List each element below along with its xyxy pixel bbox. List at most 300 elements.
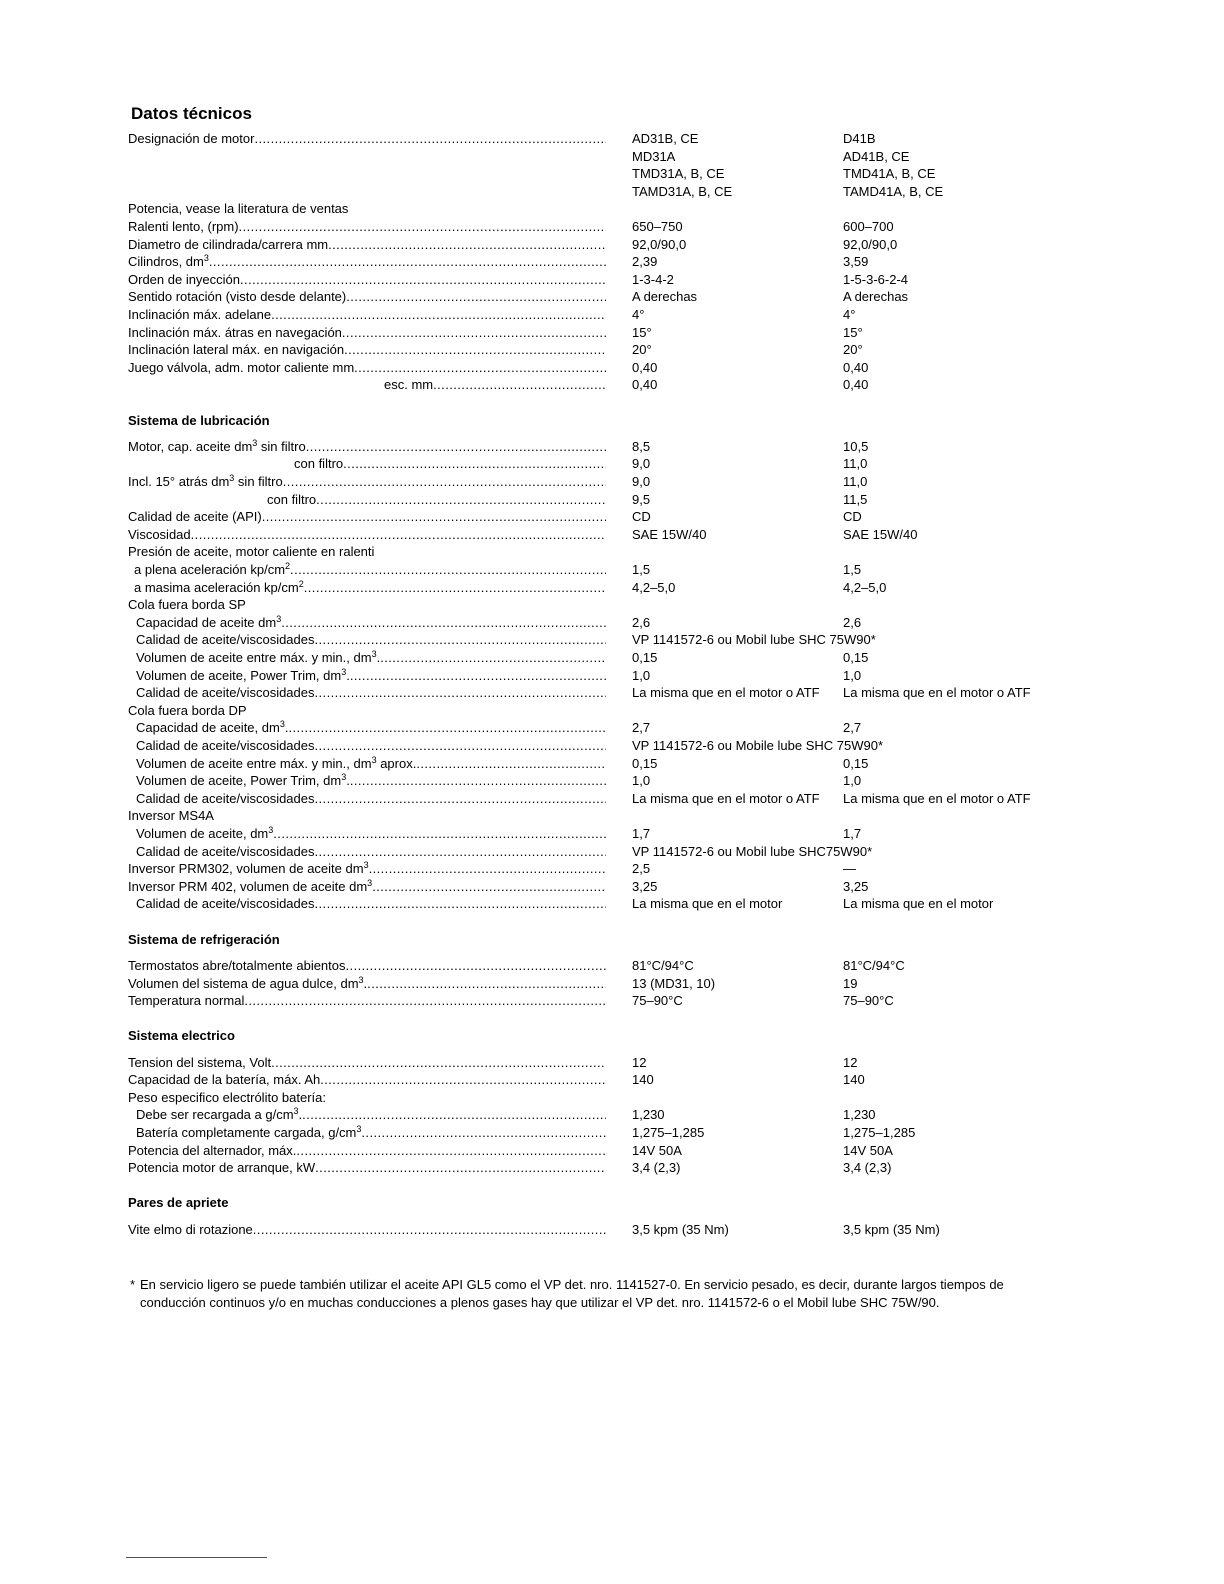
label-text: Tension del sistema, Volt <box>128 1054 272 1070</box>
spec-row <box>128 200 1128 218</box>
spec-label-text <box>128 596 246 614</box>
spec-value-31 <box>606 596 843 614</box>
spec-value-31: 1,230 <box>632 1107 665 1123</box>
spec-row <box>128 772 1128 790</box>
spec-row <box>128 631 1128 649</box>
spec-value-41: 1,5 <box>843 562 862 578</box>
label-text: Capacidad de aceite dm <box>136 614 277 630</box>
spec-value-41: 92,0/90,0 <box>843 236 898 252</box>
spec-label <box>128 860 606 878</box>
spec-value-41: 81°C/94°C <box>843 957 905 973</box>
superscript: 3 <box>203 253 209 264</box>
spec-value-31: La misma que en el motor <box>632 896 783 912</box>
leader-dots <box>343 455 606 473</box>
spec-row <box>128 543 1128 561</box>
spec-value-41: TAMD41A, B, CE <box>843 183 944 199</box>
spec-row <box>128 737 1128 755</box>
spec-label-text <box>128 491 316 509</box>
spec-label <box>128 218 606 236</box>
spec-value-41: 2,7 <box>843 720 862 736</box>
label-text: Presión de aceite, motor caliente en ralenti <box>128 544 375 560</box>
label-text: a plena aceleración kp/cm <box>134 562 286 578</box>
spec-label-text <box>128 860 369 878</box>
spec-value-41: La misma que en el motor o ATF <box>843 685 1031 701</box>
spec-label <box>128 341 606 359</box>
label-suffix: . <box>298 1107 303 1123</box>
spec-row <box>128 843 1128 861</box>
spec-value-41: 15° <box>843 324 863 340</box>
spec-value-31: 92,0/90,0 <box>632 236 687 252</box>
spec-value-41: 11,5 <box>843 491 868 507</box>
superscript: 3 <box>356 1124 362 1135</box>
spec-label <box>128 271 606 289</box>
spec-label <box>128 1089 606 1107</box>
spec-value-31: 140 <box>632 1072 654 1088</box>
leader-dots <box>416 755 606 773</box>
spec-value-31: 2,7 <box>632 720 651 736</box>
spec-label <box>128 957 606 975</box>
spec-value-31: 12 <box>632 1054 647 1070</box>
leader-dots <box>433 376 606 394</box>
spec-label-text <box>128 755 416 773</box>
spec-label-text <box>128 878 372 896</box>
label-text: Cola fuera borda DP <box>128 702 247 718</box>
page-rule <box>126 1557 267 1558</box>
superscript: 3 <box>268 824 274 835</box>
label-text: Termostatos abre/totalmente abientos <box>128 957 346 973</box>
leader-dots <box>346 288 606 306</box>
spec-row <box>128 148 1128 166</box>
spec-label <box>128 376 606 394</box>
spec-value-31: 14V 50A <box>632 1142 682 1158</box>
spec-value-31: 13 (MD31, 10) <box>632 975 716 991</box>
spec-label-text <box>128 341 344 359</box>
spec-value-31 <box>606 807 843 825</box>
spec-value-shared: VP 1141572-6 ou Mobil lube SHC 75W90* <box>632 632 876 648</box>
spec-value-41: A derechas <box>843 289 909 305</box>
leader-dots <box>315 684 607 702</box>
superscript: 2 <box>298 578 304 589</box>
spec-section <box>128 931 1128 1010</box>
spec-value-31: TMD31A, B, CE <box>632 166 725 182</box>
spec-label-text <box>128 825 273 843</box>
spec-value-41: TMD41A, B, CE <box>843 166 936 182</box>
spec-row <box>128 684 1128 702</box>
spec-row <box>128 1142 1128 1160</box>
spec-label-text <box>128 843 315 861</box>
spec-label <box>128 561 606 579</box>
spec-value-shared: VP 1141572-6 ou Mobile lube SHC 75W90* <box>632 737 884 753</box>
leader-dots <box>302 1106 606 1124</box>
spec-value-41: CD <box>843 509 862 525</box>
label-suffix: sin filtro <box>234 474 283 490</box>
spec-value-31: 9,5 <box>632 491 651 507</box>
leader-dots <box>304 579 606 597</box>
spec-row <box>128 860 1128 878</box>
spec-row <box>128 561 1128 579</box>
spec-value-41: 1,230 <box>843 1107 876 1123</box>
spec-label <box>128 183 606 201</box>
label-text: Vite elmo di rotazione <box>128 1221 253 1237</box>
spec-value-31: 650–750 <box>632 218 683 234</box>
spec-label <box>128 878 606 896</box>
spec-value-41: 11,0 <box>843 474 868 490</box>
spec-label <box>128 719 606 737</box>
spec-row <box>128 491 1128 509</box>
spec-value-31 <box>606 702 843 720</box>
leader-dots <box>254 130 606 148</box>
label-text: Potencia, vease la literatura de ventas <box>128 201 349 217</box>
superscript: 3 <box>252 437 258 448</box>
spec-section <box>128 1027 1128 1177</box>
spec-row <box>128 359 1128 377</box>
spec-value-41 <box>843 702 1083 720</box>
spec-value-41: 0,15 <box>843 755 869 771</box>
spec-label-text <box>128 667 350 685</box>
spec-value-41: 4° <box>843 306 856 322</box>
spec-label <box>128 359 606 377</box>
spec-value-31 <box>606 543 843 561</box>
spec-value-31: 20° <box>632 342 652 358</box>
spec-row <box>128 1089 1128 1107</box>
spec-value-41: La misma que en el motor <box>843 896 994 912</box>
spec-label <box>128 702 606 720</box>
leader-dots <box>315 843 607 861</box>
spec-value-41: 1,7 <box>843 825 862 841</box>
spec-value-31: La misma que en el motor o ATF <box>632 685 820 701</box>
spec-value-41 <box>843 1089 1083 1107</box>
spec-row <box>128 324 1128 342</box>
superscript: 3 <box>371 754 377 765</box>
spec-label <box>128 324 606 342</box>
label-text: Debe ser recargada a g/cm <box>136 1107 294 1123</box>
spec-value-41 <box>843 543 1083 561</box>
leader-dots <box>239 218 606 236</box>
spec-label-text <box>128 579 304 597</box>
spec-value-31: 0,15 <box>632 755 658 771</box>
label-text: Peso especifico electrólito batería: <box>128 1089 326 1105</box>
spec-row <box>128 253 1128 271</box>
label-text: Calidad de aceite/viscosidades <box>136 896 315 912</box>
spec-label <box>128 737 606 755</box>
label-text: a masima aceleración kp/cm <box>134 579 299 595</box>
spec-label <box>128 1124 606 1142</box>
spec-value-31: MD31A <box>632 148 676 164</box>
label-suffix: . <box>346 667 350 683</box>
label-text: Juego válvola, adm. motor caliente mm <box>128 359 355 375</box>
spec-value-41: 10,5 <box>843 438 869 454</box>
spec-value-31: TAMD31A, B, CE <box>632 183 733 199</box>
superscript: 3 <box>276 613 282 624</box>
label-text: Diametro de cilindrada/carrera mm <box>128 236 329 252</box>
spec-value-41: 140 <box>843 1072 865 1088</box>
spec-label <box>128 843 606 861</box>
spec-section <box>128 412 1128 913</box>
spec-value-31: 3,4 (2,3) <box>632 1160 681 1176</box>
spec-label-text <box>128 719 288 737</box>
spec-row <box>128 1124 1128 1142</box>
spec-value-41: 1,0 <box>843 773 862 789</box>
spec-value-31: 81°C/94°C <box>632 957 694 973</box>
spec-value-41: 14V 50A <box>843 1142 893 1158</box>
spec-row <box>128 614 1128 632</box>
label-text: Calidad de aceite/viscosidades <box>136 843 315 859</box>
spec-label-text <box>128 455 343 473</box>
spec-row <box>128 957 1128 975</box>
spec-value-41: D41B <box>843 131 876 146</box>
spec-label <box>128 975 606 993</box>
spec-label <box>128 526 606 544</box>
spec-label-text <box>128 1159 315 1177</box>
spec-row <box>128 825 1128 843</box>
section-heading: Pares de apriete <box>128 1195 229 1211</box>
spec-label-text <box>128 288 346 306</box>
spec-label-text <box>128 1071 320 1089</box>
section-heading: Sistema de refrigeración <box>128 931 280 947</box>
leader-dots <box>320 1071 606 1089</box>
spec-value-41 <box>843 596 1083 614</box>
spec-label <box>128 236 606 254</box>
spec-label <box>128 1221 606 1239</box>
label-text: Inclinación lateral máx. en navigación <box>128 342 345 358</box>
spec-value-41: — <box>843 861 856 877</box>
leader-dots <box>315 631 607 649</box>
leader-dots <box>290 561 606 579</box>
leader-dots <box>244 992 606 1010</box>
spec-section <box>128 130 1128 394</box>
spec-label <box>128 1106 606 1124</box>
label-suffix: . <box>284 720 289 736</box>
spec-label-text <box>128 271 240 289</box>
spec-value-41: 1,0 <box>843 667 862 683</box>
label-suffix: sin filtro <box>257 438 306 454</box>
spec-row <box>128 790 1128 808</box>
label-text: Inclinación máx. adelane <box>128 306 272 322</box>
leader-dots <box>209 253 606 271</box>
spec-value-31: 1,0 <box>632 667 651 683</box>
leader-dots <box>316 491 606 509</box>
spec-label-text <box>128 992 244 1010</box>
spec-row <box>128 218 1128 236</box>
section-heading: Sistema de lubricación <box>128 412 270 428</box>
spec-row <box>128 183 1128 201</box>
spec-value-31: SAE 15W/40 <box>632 526 707 542</box>
spec-value-31: 8,5 <box>632 438 651 454</box>
label-text: Temperatura normal <box>128 993 245 1009</box>
label-text: Volumen de aceite entre máx. y min., dm <box>136 755 372 771</box>
spec-label-text <box>128 975 367 993</box>
spec-value-31: 2,6 <box>632 614 651 630</box>
spec-label-text <box>128 473 283 491</box>
leader-dots <box>273 825 606 843</box>
spec-section <box>128 1194 1128 1238</box>
spec-value-41: 1,275–1,285 <box>843 1125 916 1141</box>
label-text: Batería completamente cargada, g/cm <box>136 1125 357 1141</box>
section-heading: Sistema electrico <box>128 1028 235 1044</box>
spec-label-text <box>128 253 209 271</box>
leader-dots <box>306 438 606 456</box>
spec-row <box>128 975 1128 993</box>
spec-row <box>128 288 1128 306</box>
spec-label <box>128 807 606 825</box>
spec-label <box>128 1071 606 1089</box>
spec-row <box>128 271 1128 289</box>
spec-value-41: 2,6 <box>843 614 862 630</box>
spec-value-41: 75–90°C <box>843 993 894 1009</box>
label-text: Incl. 15° atrás dm <box>128 474 230 490</box>
spec-label-text <box>128 895 315 913</box>
spec-label <box>128 790 606 808</box>
spec-label <box>128 1159 606 1177</box>
spec-row <box>128 878 1128 896</box>
label-text: Potencia motor de arranque, kW <box>128 1160 316 1176</box>
spec-row <box>128 438 1128 456</box>
spec-value-41: 19 <box>843 975 858 991</box>
spec-label-text <box>128 376 433 394</box>
spec-row <box>128 702 1128 720</box>
spec-label <box>128 200 606 218</box>
label-text: Inclinación máx. átras en navegación <box>128 324 342 340</box>
superscript: 3 <box>341 666 347 677</box>
spec-value-41: AD41B, CE <box>843 148 910 164</box>
leader-dots <box>354 359 606 377</box>
spec-value-41: SAE 15W/40 <box>843 526 918 542</box>
spec-label <box>128 473 606 491</box>
footnote-mark: * <box>130 1277 136 1292</box>
spec-label <box>128 165 606 183</box>
spec-value-41: 1-5-3-6-2-4 <box>843 271 909 287</box>
spec-label-text <box>128 631 315 649</box>
spec-row <box>128 236 1128 254</box>
leader-dots <box>271 1054 606 1072</box>
label-text: Volumen de aceite, Power Trim, dm <box>136 667 342 683</box>
spec-row <box>128 579 1128 597</box>
spec-value-41 <box>843 807 1083 825</box>
spec-label <box>128 491 606 509</box>
leader-dots <box>361 1124 606 1142</box>
spec-value-41: 3,4 (2,3) <box>843 1160 892 1176</box>
superscript: 3 <box>363 860 369 871</box>
spec-row <box>128 376 1128 394</box>
spec-row <box>128 130 1128 148</box>
spec-value-41: La misma que en el motor o ATF <box>843 790 1031 806</box>
spec-label <box>128 1054 606 1072</box>
spec-row <box>128 341 1128 359</box>
spec-value-31: A derechas <box>632 289 698 305</box>
spec-label <box>128 288 606 306</box>
leader-dots <box>367 975 606 993</box>
label-suffix: . <box>346 773 350 789</box>
spec-row <box>128 1054 1128 1072</box>
spec-row <box>128 649 1128 667</box>
leader-dots <box>350 667 606 685</box>
spec-row <box>128 755 1128 773</box>
label-text: Calidad de aceite/viscosidades <box>136 790 315 806</box>
superscript: 3 <box>293 1106 299 1117</box>
spec-label-text <box>128 790 315 808</box>
spec-label <box>128 1142 606 1160</box>
spec-row <box>128 667 1128 685</box>
spec-row <box>128 508 1128 526</box>
leader-dots <box>344 341 606 359</box>
spec-label-text <box>128 200 348 218</box>
spec-value-31: 75–90°C <box>632 993 683 1009</box>
spec-label-text <box>128 1142 296 1160</box>
spec-value-41 <box>843 200 1083 218</box>
superscript: 3 <box>279 719 285 730</box>
spec-value-31: 0,15 <box>632 650 658 666</box>
label-text: Volumen del sistema de agua dulce, dm <box>128 975 359 991</box>
spec-sections <box>128 130 1128 1238</box>
spec-value-41: 3,25 <box>843 878 869 894</box>
spec-label <box>128 755 606 773</box>
leader-dots <box>369 860 606 878</box>
spec-label-text <box>128 772 350 790</box>
spec-label-text <box>128 218 239 236</box>
leader-dots <box>240 271 606 289</box>
spec-label <box>128 825 606 843</box>
spec-label-text <box>128 702 247 720</box>
superscript: 2 <box>285 561 291 572</box>
section-gap <box>128 948 1128 957</box>
spec-value-31: 1,7 <box>632 825 651 841</box>
leader-dots <box>281 614 606 632</box>
spec-value-31: 4° <box>632 306 645 322</box>
spec-label-text <box>128 324 342 342</box>
superscript: 3 <box>371 649 377 660</box>
spec-label-text <box>128 306 271 324</box>
section-gap <box>128 429 1128 438</box>
spec-value-31: 0,40 <box>632 377 658 393</box>
spec-row <box>128 596 1128 614</box>
spec-value-41: 12 <box>843 1054 858 1070</box>
spec-label-text <box>128 130 254 148</box>
spec-value-31: 2,5 <box>632 861 651 877</box>
leader-dots <box>271 306 606 324</box>
spec-label <box>128 543 606 561</box>
spec-row <box>128 526 1128 544</box>
spec-label-text <box>128 508 262 526</box>
label-text: Sentido rotación (visto desde delante) <box>128 289 347 305</box>
spec-value-31: 1,5 <box>632 562 651 578</box>
spec-value-41: 0,15 <box>843 650 869 666</box>
spec-value-31: 4,2–5,0 <box>632 579 676 595</box>
leader-dots <box>262 508 606 526</box>
spec-label <box>128 684 606 702</box>
spec-label <box>128 667 606 685</box>
spec-label <box>128 148 606 166</box>
spec-row <box>128 306 1128 324</box>
label-text: Calidad de aceite/viscosidades <box>136 632 315 648</box>
spec-value-31: CD <box>632 509 651 525</box>
spec-value-shared: VP 1141572-6 ou Mobil lube SHC75W90* <box>632 843 873 859</box>
label-suffix: . <box>363 975 368 991</box>
spec-row <box>128 992 1128 1010</box>
leader-dots <box>315 1159 606 1177</box>
spec-value-31: 0,40 <box>632 359 658 375</box>
spec-label <box>128 306 606 324</box>
label-text: Orden de inyección <box>128 271 241 287</box>
spec-label <box>128 614 606 632</box>
spec-label-text <box>128 1089 326 1107</box>
spec-label <box>128 895 606 913</box>
label-text: Potencia del alternador, máx. <box>128 1142 297 1158</box>
spec-value-31: 1,0 <box>632 773 651 789</box>
leader-dots <box>253 1221 606 1239</box>
spec-value-31: La misma que en el motor o ATF <box>632 790 820 806</box>
spec-document <box>128 103 1128 1238</box>
spec-value-31 <box>606 1089 843 1107</box>
